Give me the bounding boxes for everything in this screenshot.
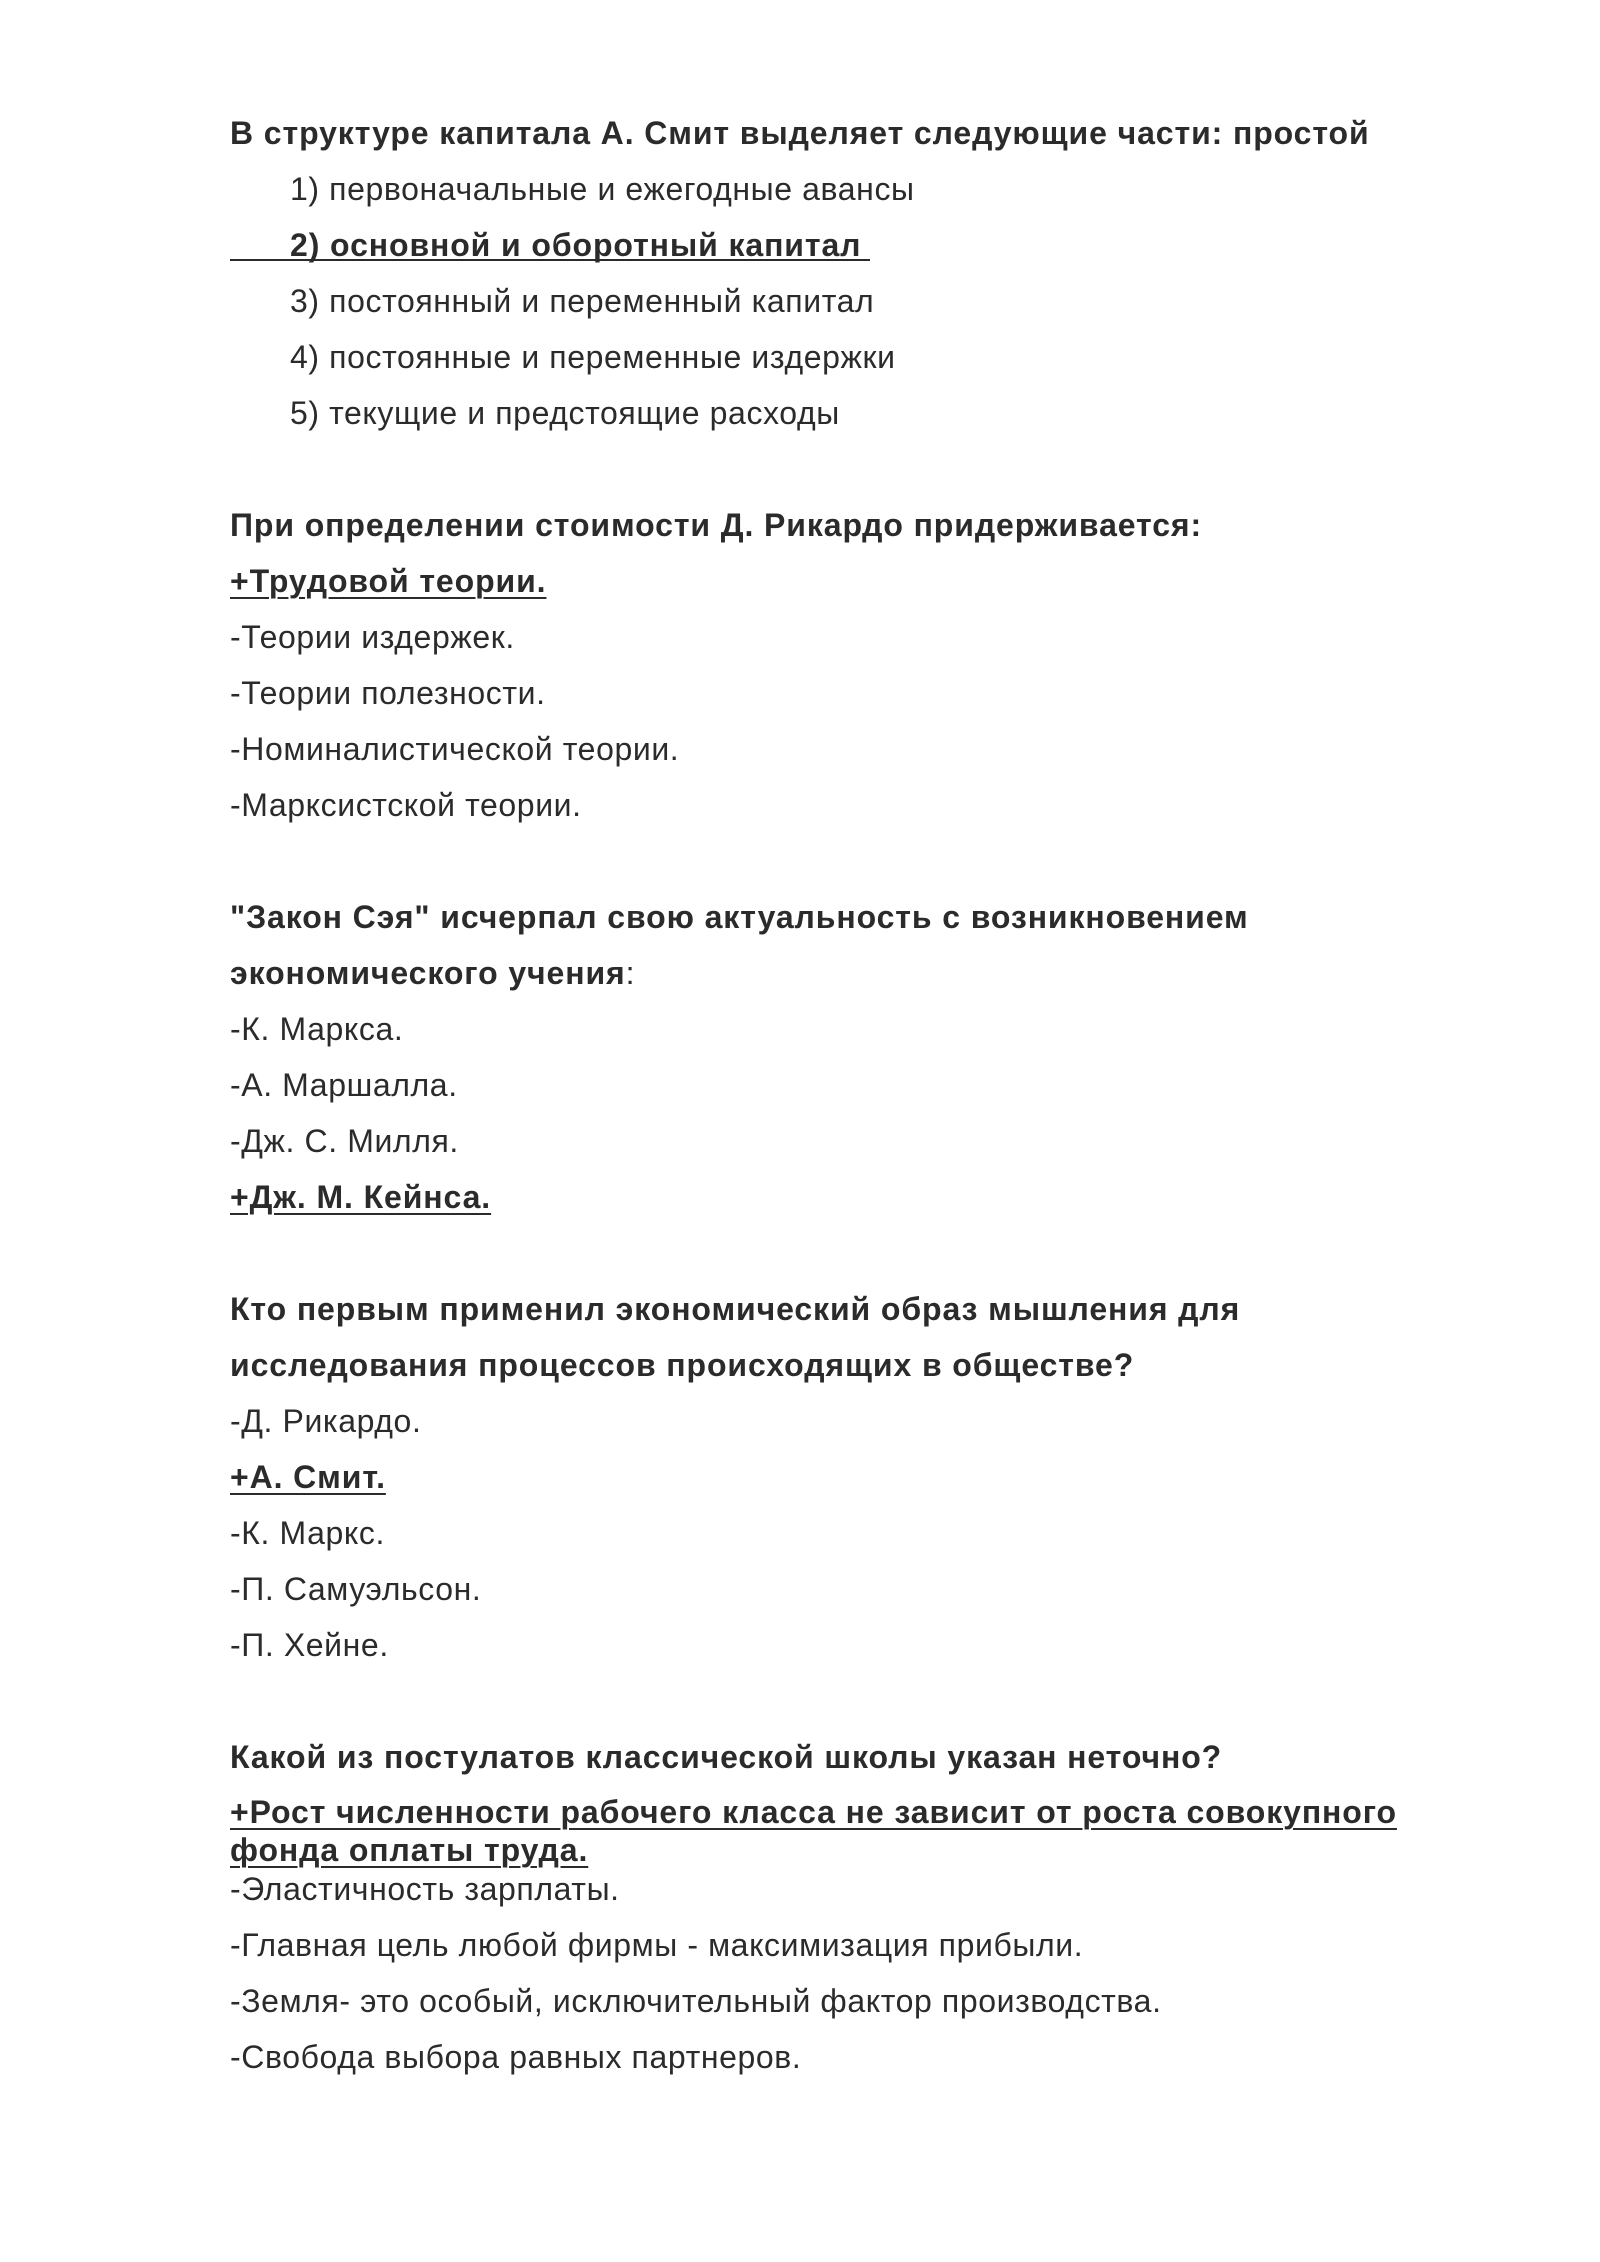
question-5-option-3: -Земля- это особый, исключительный фактор производства. — [230, 1983, 1162, 2019]
question-1-option-1: 1) первоначальные и ежегодные авансы — [290, 171, 915, 207]
question-5-correct-line-2: фонда оплаты труда. — [230, 1832, 589, 1868]
question-3-prompt-line-2: экономического учения — [230, 955, 626, 991]
question-4-prompt-line-2: исследования процессов происходящих в обществе? — [230, 1347, 1135, 1383]
question-1-option-2-correct: 2) основной и оборотный капитал — [290, 227, 862, 263]
question-1-option-3: 3) постоянный и переменный капитал — [290, 283, 875, 319]
question-4-option-1: -Д. Рикардо. — [230, 1403, 422, 1439]
question-3-option-2: -А. Маршалла. — [230, 1067, 458, 1103]
question-1-option-5: 5) текущие и предстоящие расходы — [290, 395, 840, 431]
question-1-prompt: В структуре капитала А. Смит выделяет следующие части: простой — [230, 115, 1370, 151]
question-4-option-2-correct: +А. Смит. — [230, 1459, 386, 1495]
question-4-option-5: -П. Хейне. — [230, 1627, 389, 1663]
question-5-option-4: -Свобода выбора равных партнеров. — [230, 2039, 802, 2075]
question-5-option-1: -Эластичность зарплаты. — [230, 1871, 620, 1907]
question-2-prompt: При определении стоимости Д. Рикардо придерживается: — [230, 507, 1203, 543]
question-1-option-4: 4) постоянные и переменные издержки — [290, 339, 896, 375]
question-5-option-2: -Главная цель любой фирмы - максимизация прибыли. — [230, 1927, 1084, 1963]
question-3-option-3: -Дж. С. Милля. — [230, 1123, 459, 1159]
question-2-option-2: -Теории издержек. — [230, 619, 515, 655]
question-3-option-4-correct: +Дж. М. Кейнса. — [230, 1179, 492, 1215]
question-2-option-4: -Номиналистической теории. — [230, 731, 680, 767]
question-2-option-1-correct: +Трудовой теории. — [230, 563, 547, 599]
question-4-option-3: -К. Маркс. — [230, 1515, 385, 1551]
question-2-option-3: -Теории полезности. — [230, 675, 546, 711]
question-3-prompt-tail: : — [625, 955, 636, 991]
question-3-prompt-line-1: "Закон Сэя" исчерпал свою актуальность с возникновением — [230, 899, 1249, 935]
question-2-option-5: -Марксистской теории. — [230, 787, 582, 823]
question-5-correct-line-1: +Рост численности рабочего класса не зависит от роста совокупного — [230, 1794, 1397, 1830]
question-3-option-1: -К. Маркса. — [230, 1011, 404, 1047]
question-3-prompt-line-2-wrapper — [230, 954, 635, 992]
question-5-prompt: Какой из постулатов классической школы указан неточно? — [230, 1739, 1223, 1775]
question-4-prompt-line-1: Кто первым применил экономический образ мышления для — [230, 1291, 1241, 1327]
question-4-option-4: -П. Самуэльсон. — [230, 1571, 482, 1607]
